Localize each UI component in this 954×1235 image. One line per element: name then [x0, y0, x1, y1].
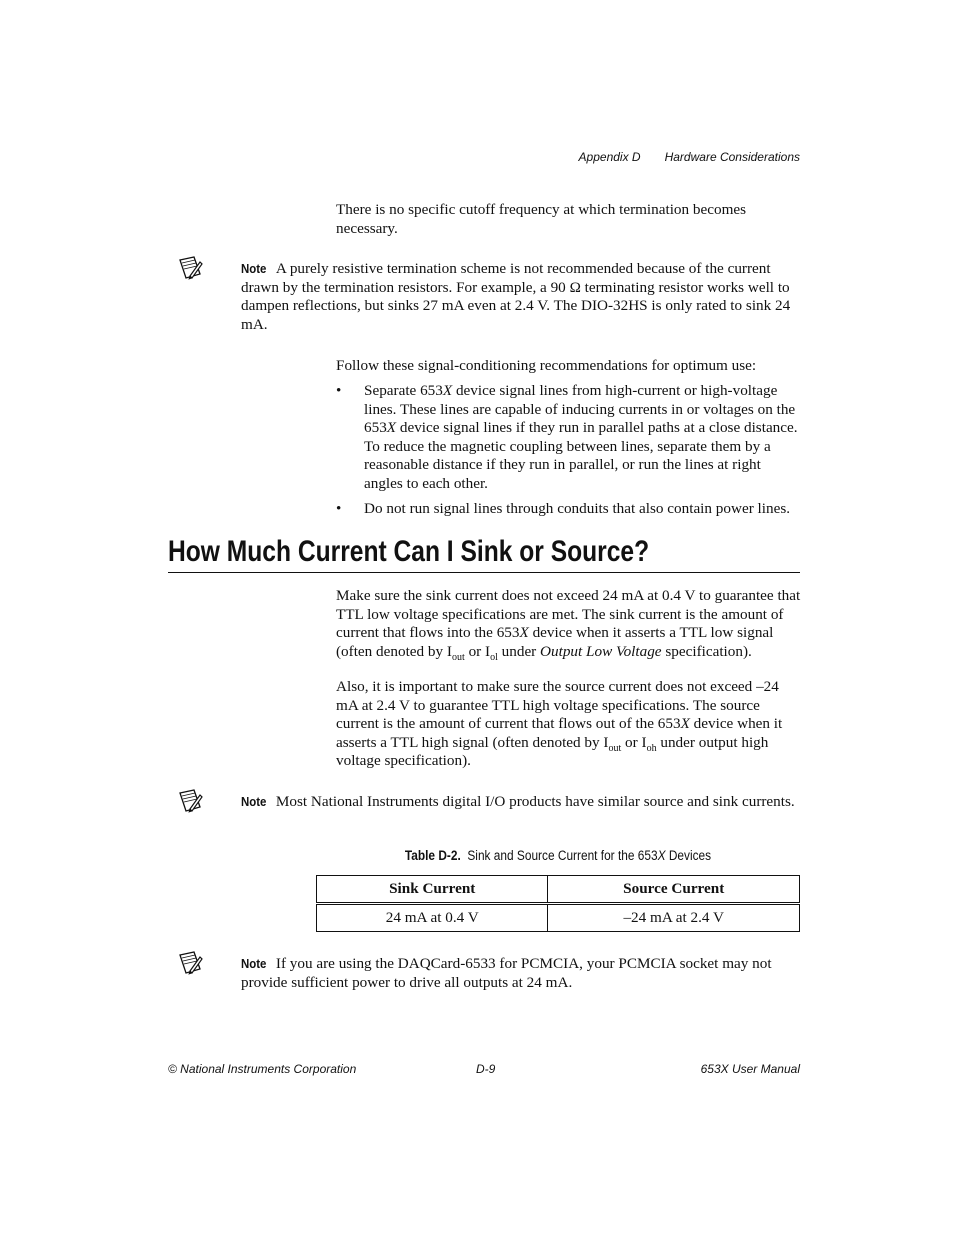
bullet-dot: •: [336, 382, 342, 399]
header-source-current: Source Current: [548, 876, 800, 904]
note-termination-text: A purely resistive termination scheme is not recommended because of the current drawn by the termination resistors. For example, a 90 Ω terminating resistor works well to dampen reflections, but sinks 27 mA even at 2.4 V. The DIO-32HS is only rated to sink 24 mA.: [241, 260, 791, 333]
sink-sub-out: out: [451, 651, 465, 663]
caption-text: Sink and Source Current for the 653: [467, 848, 658, 863]
sink-text-e: specification).: [661, 642, 752, 660]
note-label: Note: [241, 956, 267, 971]
footer-copyright: © National Instruments Corporation: [168, 1062, 357, 1076]
footer-page-number: D-9: [476, 1062, 496, 1076]
sink-text-c: or I: [464, 642, 491, 660]
caption-end: Devices: [665, 848, 712, 863]
source-x: X: [680, 715, 690, 733]
bullet1-text-b: device signal lines from high-current or high-voltage lines. These lines are capable of inducing currents in or voltages on the 653: [364, 382, 796, 437]
table-header-row: [317, 876, 800, 904]
header-sink-current: Sink Current: [317, 876, 548, 904]
cell-source-value: –24 mA at 2.4 V: [548, 904, 800, 932]
note-pad-icon: [176, 254, 204, 282]
section-heading: [168, 534, 800, 573]
bullet2-text: Do not run signal lines through conduits that also contain power lines.: [364, 499, 791, 517]
sink-text-b: device when it asserts a TTL low signal (often denoted by I: [336, 624, 774, 660]
cell-sink-value: 24 mA at 0.4 V: [317, 904, 548, 932]
note-pcmcia-text: If you are using the DAQCard-6533 for PCMCIA, your PCMCIA socket may not provide sufficient power to drive all outputs at 24 mA.: [241, 955, 772, 991]
sink-sub-ol: ol: [490, 651, 498, 663]
bullet1-x2: X: [386, 419, 397, 437]
list-item: [336, 500, 801, 519]
source-paragraph: [336, 678, 801, 771]
header-title: Hardware Considerations: [664, 150, 800, 164]
source-sub-out: out: [608, 742, 622, 754]
caption-x: X: [657, 848, 666, 863]
bullet1-x1: X: [442, 382, 453, 399]
recommendations-list: [336, 382, 801, 524]
note-similar-currents: [241, 793, 801, 812]
list-item: [336, 382, 801, 494]
note-similar-text: Most National Instruments digital I/O products have similar source and sink currents.: [275, 793, 795, 810]
bullet1-text-c: device signal lines if they run in parallel paths at a close distance. To reduce the magnetic coupling between lines, separate them by a reasonable distance if they run in parallel, or run the lines at right angles to each other.: [364, 419, 798, 492]
sink-text-d: under: [497, 642, 541, 660]
source-text-d: under output high voltage specification).: [336, 733, 769, 770]
bullet-dot: •: [336, 499, 342, 517]
running-header: [579, 150, 800, 164]
sink-text-a: Make sure the sink current does not exceed 24 mA at 0.4 V to guarantee that TTL low voltage specifications are met. The sink current is the amount of current that flows into the 653: [336, 587, 801, 642]
recommendations-lead: Follow these signal-conditioning recommendations for optimum use:: [336, 357, 757, 374]
note-pad-icon: [176, 949, 204, 977]
note-pad-icon: [176, 787, 204, 815]
caption-label: Table D-2.: [404, 848, 461, 863]
sink-paragraph: [336, 587, 801, 661]
source-sub-oh: oh: [646, 742, 657, 754]
table-row: [317, 904, 800, 932]
source-text-a: Also, it is important to make sure the source current does not exceed –24 mA at 2.4 V to guarantee TTL high voltage specifications. The source current is the amount of current that flows out of the 653: [336, 678, 779, 733]
note-label: Note: [241, 261, 267, 276]
note-label: Note: [241, 794, 267, 809]
section-title: How Much Current Can I Sink or Source?: [168, 535, 650, 568]
table-caption: [316, 848, 800, 863]
sink-x: X: [519, 624, 529, 642]
footer-manual-title: 653X User Manual: [700, 1062, 800, 1076]
header-section: Appendix D: [578, 150, 641, 164]
current-table: [316, 875, 800, 932]
note-pcmcia: [241, 955, 801, 992]
cutoff-paragraph: There is no specific cutoff frequency at which termination becomes necessary.: [336, 201, 747, 237]
source-text-b: device when it asserts a TTL high signal (often denoted by I: [336, 715, 783, 751]
note-termination: [241, 260, 801, 334]
bullet1-text-a: Separate 653: [364, 382, 443, 399]
source-text-c: or I: [621, 733, 647, 751]
sink-italic: Output Low Voltage: [540, 642, 662, 660]
